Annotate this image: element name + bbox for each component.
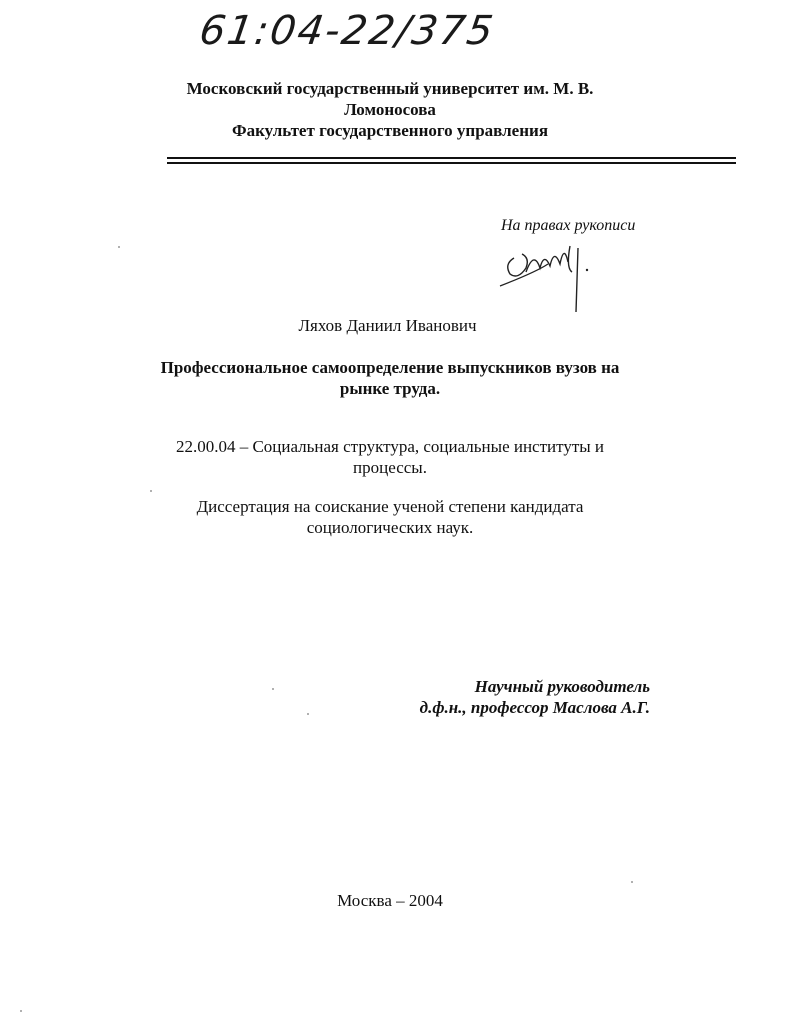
degree-line-1: Диссертация на соискание ученой степени кандидата bbox=[196, 497, 584, 516]
specialty-line-1: 22.00.04 – Социальная структура, социальные институты и bbox=[175, 437, 605, 456]
university-name: Московский государственный университет им. М. В. bbox=[186, 79, 594, 98]
supervisor-name: д.ф.н., профессор Маслова А.Г. bbox=[419, 698, 650, 717]
title-line-2: рынке труда. bbox=[339, 379, 441, 398]
city-year: Москва – 2004 bbox=[337, 891, 443, 910]
scan-speck bbox=[631, 881, 633, 883]
supervisor-label: Научный руководитель bbox=[474, 677, 650, 696]
scan-speck bbox=[272, 688, 274, 690]
manuscript-note: На правах рукописи bbox=[501, 217, 636, 234]
dissertation-title bbox=[140, 357, 640, 399]
archive-code: 61:04-22/375 bbox=[196, 8, 498, 54]
scan-speck bbox=[307, 713, 309, 715]
signature bbox=[496, 228, 606, 313]
specialty bbox=[140, 436, 640, 478]
university-name-cont: Ломоносова bbox=[344, 100, 436, 119]
scan-speck bbox=[118, 246, 120, 248]
header-rule-bottom bbox=[167, 162, 736, 164]
scan-speck bbox=[20, 1010, 22, 1012]
title-line-1: Профессиональное самоопределение выпускников вузов на bbox=[160, 358, 620, 377]
supervisor bbox=[420, 676, 650, 718]
author-name: Ляхов Даниил Иванович bbox=[298, 316, 477, 335]
faculty-name: Факультет государственного управления bbox=[231, 121, 549, 140]
header-rule-top bbox=[167, 157, 736, 159]
degree-statement bbox=[140, 496, 640, 538]
specialty-line-2: процессы. bbox=[353, 458, 427, 477]
degree-line-2: социологических наук. bbox=[306, 518, 474, 537]
header bbox=[160, 78, 620, 141]
scan-speck bbox=[150, 490, 152, 492]
